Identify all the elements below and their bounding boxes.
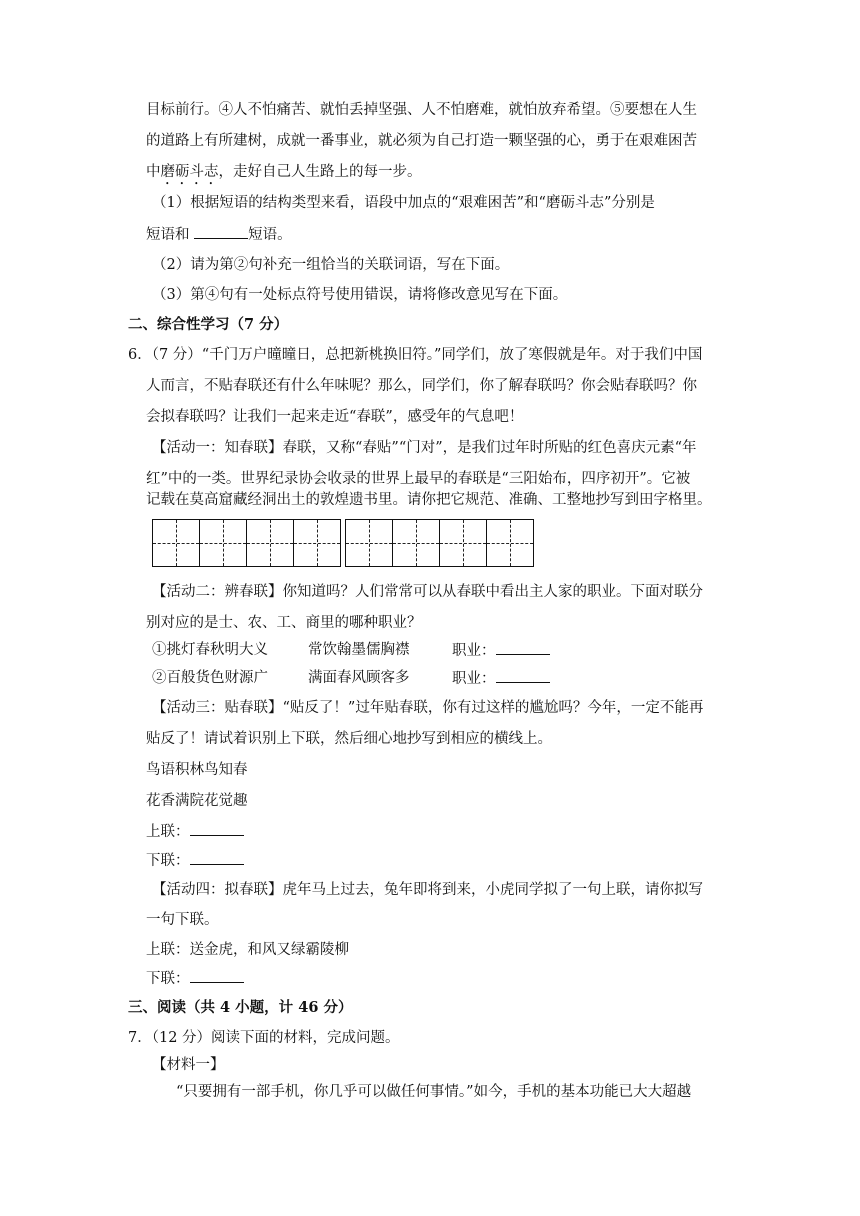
- grid-cell[interactable]: [486, 519, 534, 567]
- grid-cell[interactable]: [293, 519, 341, 567]
- material-1-text: “只要拥有一部手机，你几乎可以做任何事情。”如今，手机的基本功能已大大超越: [176, 1084, 692, 1100]
- answer-blank[interactable]: [194, 224, 248, 239]
- question-1-line-1: （1）根据短语的结构类型来看，语段中加点的“艰难困苦”和“磨砺斗志”分别是: [152, 195, 655, 211]
- grid-cell[interactable]: [439, 519, 487, 567]
- question-6-line-2: 人而言，不贴春联还有什么年味呢？那么，同学们，你了解春联吗？你会贴春联吗？你: [146, 378, 697, 394]
- grid-cell[interactable]: [392, 519, 440, 567]
- couplet-line-b: 花香满院花觉趣: [146, 793, 248, 809]
- passage-line-3: [146, 162, 422, 188]
- upper-blank[interactable]: [190, 821, 244, 836]
- tianzige-grid[interactable]: [152, 519, 533, 567]
- lower-label: 下联：: [146, 853, 190, 869]
- passage-line-3-b: ，走好自己人生路上的每一步。: [218, 164, 422, 180]
- activity-1-line-2: 红”中的一类。世界纪录协会收录的世界上最早的春联是“三阳始布，四序初开”。它被: [146, 471, 691, 487]
- material-1-label: 【材料一】: [152, 1057, 225, 1073]
- activity-3-line-1: 【活动三：贴春联】“贴反了！”过年贴春联，你有过这样的尴尬吗？今年，一定不能再: [152, 700, 704, 716]
- lower-blank[interactable]: [190, 850, 244, 865]
- question-1-text-b: 短语和: [146, 227, 195, 243]
- couplet-1-lower: 常饮翰墨儒胸襟: [308, 642, 410, 658]
- job-1-blank[interactable]: [496, 640, 550, 655]
- couplet-line-a: 鸟语积林鸟知春: [146, 762, 248, 778]
- upper-answer-line: [146, 821, 244, 842]
- activity-2-line-1: 【活动二：辨春联】你知道吗？人们常常可以从春联中看出主人家的职业。下面对联分: [152, 584, 703, 600]
- job-1-line: [452, 640, 550, 661]
- passage-line-3-a: 中: [146, 164, 161, 180]
- job-2-line: [452, 668, 550, 689]
- activity-4-line-2: 一句下联。: [146, 912, 219, 928]
- question-7: 7．（12 分）阅读下面的材料，完成问题。: [128, 1030, 400, 1046]
- grid-cell[interactable]: [246, 519, 294, 567]
- passage-line-1: 目标前行。④人不怕痛苦、就怕丢掉坚强、人不怕磨难，就怕放弃希望。⑤要想在人生: [146, 102, 697, 118]
- activity-3-line-2: 贴反了！请试着识别上下联，然后细心地抄写到相应的横线上。: [146, 731, 552, 747]
- activity-4-lower-line: [146, 968, 244, 989]
- question-3: （3）第④句有一处标点符号使用错误，请将修改意见写在下面。: [152, 287, 568, 303]
- job-label: 职业：: [452, 671, 496, 687]
- question-6-line-1: 6．（7 分）“千门万户曈曈日，总把新桃换旧符。”同学们，放了寒假就是年。对于我们中国: [128, 347, 703, 363]
- question-1-text-c: 短语。: [248, 227, 292, 243]
- activity-1-line-1: 【活动一：知春联】春联，又称“春贴”“门对”，是我们过年时所贴的红色喜庆元素“年: [152, 440, 697, 456]
- lower-answer-line: [146, 850, 244, 871]
- section-3-heading: 三、阅读（共 4 小题，计 46 分）: [128, 999, 353, 1016]
- job-label: 职业：: [452, 643, 496, 659]
- grid-cell[interactable]: [345, 519, 393, 567]
- activity-2-line-2: 别对应的是士、农、工、商里的哪种职业？: [146, 615, 422, 631]
- question-2: （2）请为第②句补充一组恰当的关联词语，写在下面。: [152, 257, 510, 273]
- couplet-2-lower: 满面春风顾客多: [308, 670, 410, 686]
- section-2-heading: 二、综合性学习（7 分）: [128, 316, 289, 333]
- activity-4-line-1: 【活动四：拟春联】虎年马上过去，兔年即将到来，小虎同学拟了一句上联，请你拟写: [152, 882, 703, 898]
- grid-cell[interactable]: [152, 519, 200, 567]
- upper-label: 上联：: [146, 824, 190, 840]
- activity-4-blank[interactable]: [190, 968, 244, 983]
- couplet-1-upper: ①挑灯春秋明大义: [152, 642, 268, 658]
- passage-line-2: 的道路上有所建树，成就一番事业，就必须为自己打造一颗坚强的心，勇于在艰难困苦: [146, 133, 697, 149]
- grid-cell[interactable]: [199, 519, 247, 567]
- question-6-line-3: 会拟春联吗？让我们一起来走近“春联”，感受年的气息吧！: [146, 409, 524, 425]
- couplet-2-upper: ②百般货色财源广: [152, 670, 268, 686]
- activity-1-line-3: 记载在莫高窟藏经洞出土的敦煌遗书里。请你把它规范、准确、工整地抄写到田字格里。: [146, 492, 712, 508]
- lower-label: 下联：: [146, 971, 190, 987]
- job-2-blank[interactable]: [496, 668, 550, 683]
- dotted-phrase: 磨砺斗志: [160, 164, 219, 180]
- question-1-line-2: [146, 224, 292, 245]
- activity-4-upper: 上联：送金虎，和风又绿霸陵柳: [146, 942, 349, 958]
